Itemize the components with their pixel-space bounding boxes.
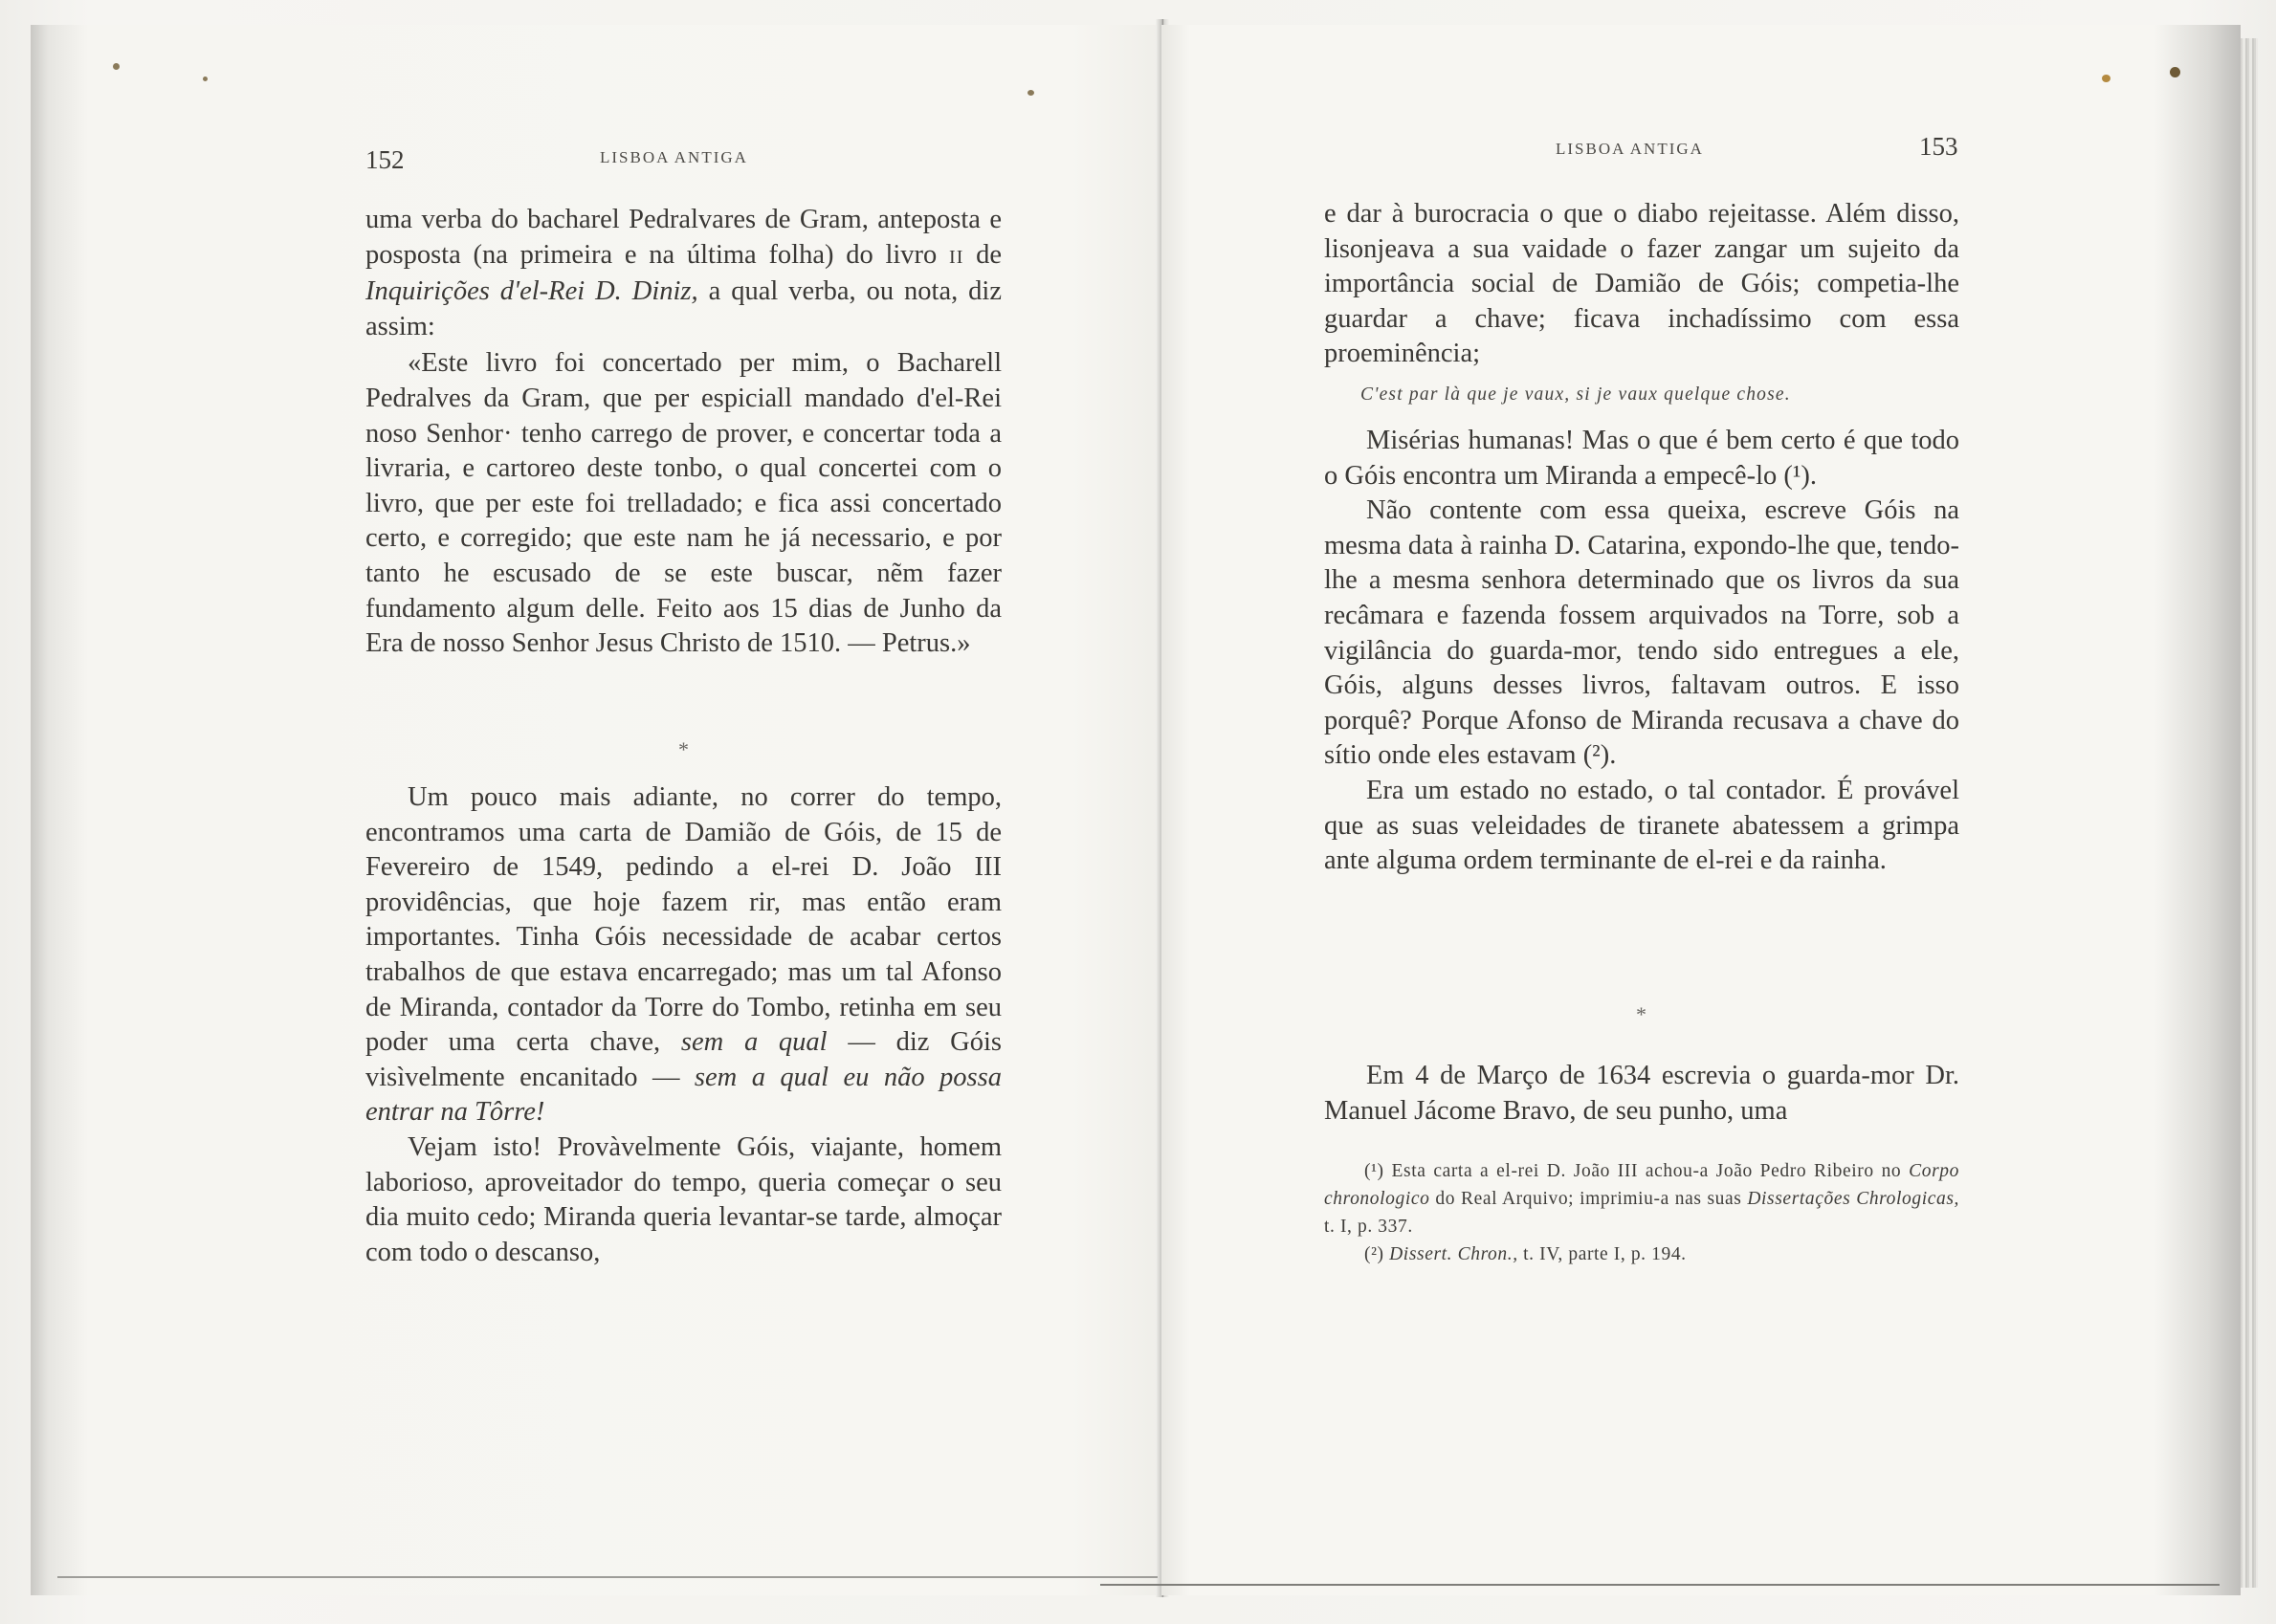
epigraph-quote: C'est par là que je vaux, si je vaux quelque chose. (1360, 384, 1791, 405)
right-text-column (1324, 197, 1959, 372)
book-title: Inquirições d'el-Rei D. Diniz, (365, 276, 698, 307)
footnote-ref-2: (²) (1582, 740, 1610, 771)
left-text-column-2 (365, 780, 1002, 1270)
scan-speck (2170, 67, 2180, 77)
scan-speck (203, 77, 208, 81)
left-paragraph-1: uma verba do bacharel Pedralvares de Gram, anteposta e posposta (na primeira e na última folha) do livro II de Inquirições d'el-Rei D. Diniz, a qual verba, ou nota, diz assim: (365, 205, 1002, 341)
section-separator-left: * (678, 737, 689, 761)
section-separator-right: * (1636, 1002, 1646, 1026)
footnote-1: (¹) Esta carta a el-rei D. João III achou-a João Pedro Ribeiro no Corpo chronologico do Real Arquivo; imprimiu-a nas suas Dissertações Chrologicas, t. I, p. 337. (1324, 1161, 1959, 1237)
right-paragraph-2: Misérias humanas! Mas o que é bem certo é que todo o Góis encontra um Miranda a empecê-lo (¹). (1324, 426, 1959, 491)
right-paragraph-4: Era um estado no estado, o tal contador. É provável que as suas veleidades de tiranete abatessem a grimpa ante alguma ordem terminante de el-rei e da rainha. (1324, 775, 1959, 876)
left-bottom-edge (57, 1576, 1158, 1578)
left-paragraph-2: Um pouco mais adiante, no correr do tempo, encontramos uma carta de Damião de Góis, de 15 de Fevereiro de 1549, pedindo a el-rei D. João III providências, que hoje fazem rir, mas então eram importantes. Tinha Góis necessidade de acabar certos trabalhos de que estava encarregado; mas um tal Afonso de Miranda, contador da Torre do Tombo, retinha em seu poder uma certa chave, sem a qual — diz Góis visìvelmente encanitado — sem a qual eu não possa entrar na Tôrre! (365, 782, 1002, 1128)
footnote-ref-1: (¹) (1783, 460, 1810, 491)
left-running-head: LISBOA ANTIGA (600, 148, 748, 166)
right-paragraph-1: e dar à burocracia o que o diabo rejeitasse. Além disso, lisonjeava a sua vaidade o fazer zangar um sujeito da importância social de Damião de Góis; competia-lhe guardar a chave; ficava inchadíssimo com essa proeminência; (1324, 199, 1959, 369)
left-text-column (365, 203, 1002, 662)
right-page-number: 153 (1919, 132, 1958, 161)
footnote-2: (²) Dissert. Chron., t. IV, parte I, p. 194. (1364, 1244, 1687, 1264)
right-running-head: LISBOA ANTIGA (1556, 140, 1704, 158)
right-paragraph-3: Não contente com essa queixa, escreve Góis na mesma data à rainha D. Catarina, expondo-lhe que, tendo-lhe a mesma senhora determinado que os livros da sua recâmara e fazenda fossem arquivados na Torre, sob a vigilância do guarda-mor, tendo sido entregues a ele, Góis, alguns desses livros, faltavam outros. E isso porquê? Porque Afonso de Miranda recusava a chave do sítio onde eles estavam (²). (1324, 495, 1959, 771)
scan-speck (113, 63, 120, 70)
right-text-column-2 (1324, 424, 1959, 879)
right-bottom-edge (1100, 1584, 2220, 1586)
right-text-column-3 (1324, 1059, 1959, 1129)
left-page-number: 152 (365, 145, 405, 174)
right-paragraph-5: Em 4 de Março de 1634 escrevia o guarda-mor Dr. Manuel Jácome Bravo, de seu punho, uma (1324, 1061, 1959, 1126)
scan-speck (2102, 75, 2110, 82)
left-paragraph-3: Vejam isto! Provàvelmente Góis, viajante, homem laborioso, aproveitador do tempo, queria começar o seu dia muito cedo; Miranda queria levantar-se tarde, almoçar com todo o descanso, (365, 1131, 1002, 1267)
left-quotation: «Este livro foi concertado per mim, o Bacharell Pedralves da Gram, que per espiciall mandado d'el-Rei noso Senhor· tenho carrego de prover, e concertar toda a livraria, e cartoreo deste tonbo, o qual concertei com o livro, que per este foi trelladado; e fica assi concertado certo, e corregido; que este nam he já necessario, e por tanto he escusado de se este buscar, nẽm fazer fundamento algum delle. Feito aos 15 dias de Junho da Era de nosso Senhor Jesus Christo de 1510. — Petrus.» (365, 348, 1002, 659)
scan-speck (1028, 90, 1034, 96)
footnotes (1324, 1157, 1959, 1268)
